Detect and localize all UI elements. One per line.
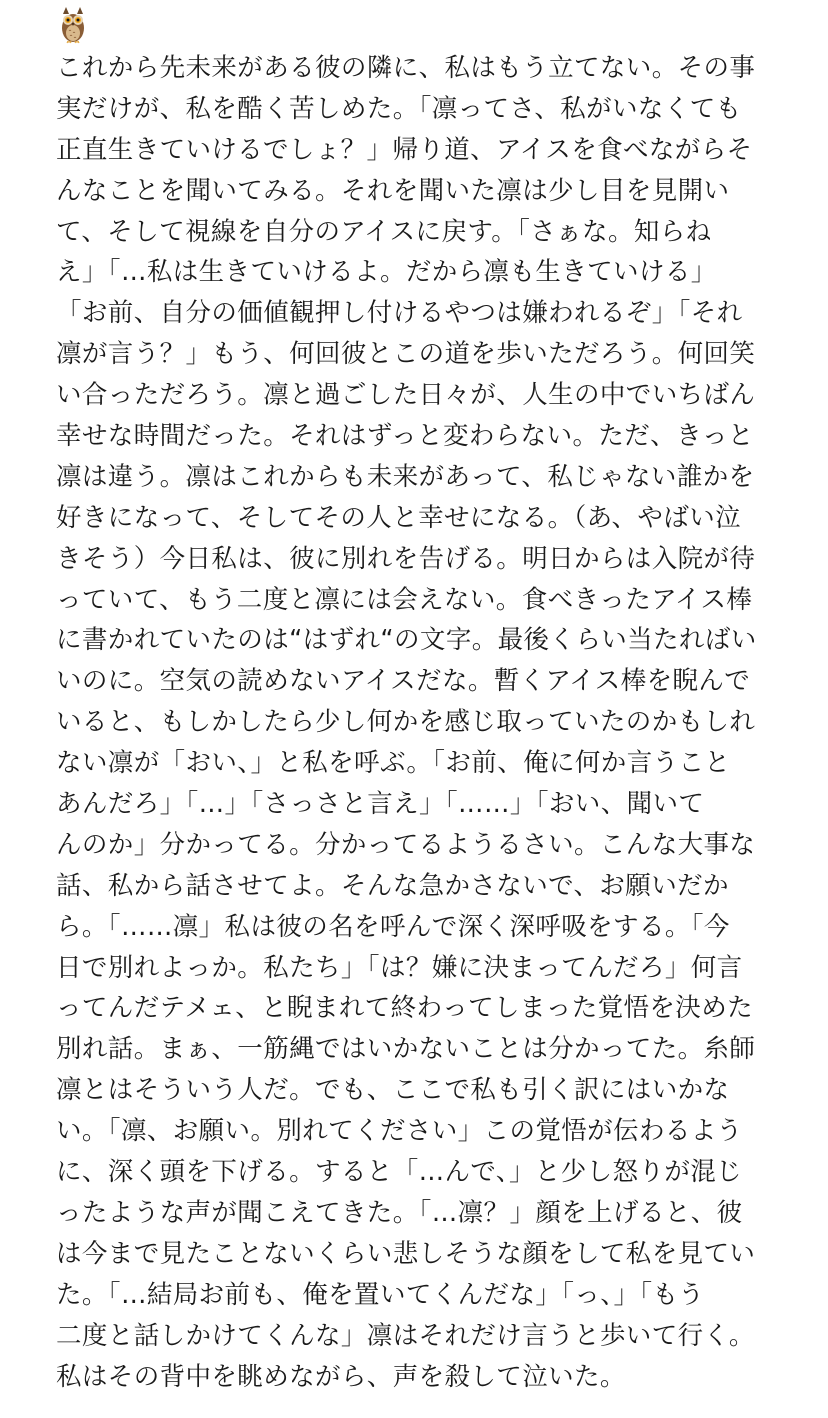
text-line-20: んのか」分かってる。分かってるようるさい。こんな大事な bbox=[56, 829, 756, 860]
text-line-6: え」「…私は生きていけるよ。だから凛も生きていける」 bbox=[56, 257, 717, 288]
text-line-17: いると、もしかしたら少し何かを感じ取っていたのかもしれ bbox=[56, 707, 756, 738]
text-line-23: 日で別れよっか。私たち」「は？嫌に決まってんだろ」何言 bbox=[56, 952, 743, 983]
text-line-14: っていて、もう二度と凛には会えない。食べきったアイス棒 bbox=[56, 584, 753, 615]
text-line-19: あんだろ」「…」「さっさと言え」「……」「おい、聞いて bbox=[56, 789, 705, 820]
text-line-31: た。「…結局お前も、俺を置いてくんだな」「っ、」「もう bbox=[56, 1279, 705, 1310]
text-line-24: ってんだテメェ、と睨まれて終わってしまった覚悟を決めた bbox=[56, 993, 754, 1024]
text-line-12: 好きになって、そしてその人と幸せになる。（あ、やばい泣 bbox=[56, 502, 742, 533]
text-line-2: 実だけが、私を酷く苦しめた。「凛ってさ、私がいなくても bbox=[56, 93, 742, 124]
text-line-10: 幸せな時間だった。それはずっと変わらない。ただ、きっと bbox=[56, 421, 754, 452]
text-line-21: 話、私から話させてよ。そんな急かさないで、お願いだか bbox=[56, 870, 729, 901]
text-line-27: い。「凛、お願い。別れてください」この覚悟が伝わるよう bbox=[56, 1116, 743, 1147]
text-line-22: ら。「……凛」私は彼の名を呼んで深く深呼吸をする。「今 bbox=[56, 911, 730, 942]
text-line-29: ったような声が聞こえてきた。「…凛？」顔を上げると、彼 bbox=[56, 1197, 743, 1228]
text-line-11: 凛は違う。凛はこれからも未来があって、私じゃない誰かを bbox=[56, 461, 755, 492]
text-line-33: 私はその背中を眺めながら、声を殺して泣いた。 bbox=[56, 1361, 626, 1392]
text-line-26: 凛とはそういう人だ。でも、ここで私も引く訳にはいかな bbox=[56, 1075, 730, 1106]
story-text bbox=[56, 48, 776, 1397]
text-line-4: んなことを聞いてみる。それを聞いた凛は少し目を見開い bbox=[56, 175, 730, 206]
text-line-25: 別れ話。まぁ、一筋縄ではいかないことは分かってた。糸師 bbox=[56, 1034, 756, 1065]
text-line-3: 正直生きていけるでしょ？」帰り道、アイスを食べながらそ bbox=[56, 134, 753, 165]
text-line-18: ない凛が「おい、」と私を呼ぶ。「お前、俺に何か言うこと bbox=[56, 748, 731, 779]
text-line-9: い合っただろう。凛と過ごした日々が、人生の中でいちばん bbox=[56, 380, 756, 411]
owl-icon bbox=[58, 6, 88, 44]
text-line-13: きそう）今日私は、彼に別れを告げる。明日からは入院が待 bbox=[56, 543, 756, 574]
text-line-28: に、深く頭を下げる。すると「…んで、」と少し怒りが混じ bbox=[56, 1157, 743, 1188]
text-line-30: は今まで見たことないくらい悲しそうな顔をして私を見てい bbox=[56, 1238, 756, 1269]
text-line-16: いのに。空気の読めないアイスだな。暫くアイス棒を睨んで bbox=[56, 666, 751, 697]
text-line-1: これから先未来がある彼の隣に、私はもう立てない。その事 bbox=[56, 53, 756, 83]
text-line-15: に書かれていたのは“はずれ“の文字。最後くらい当たればい bbox=[56, 625, 757, 656]
text-line-7: 「お前、自分の価値観押し付けるやつは嫌われるぞ」「それ bbox=[56, 298, 743, 329]
text-line-8: 凛が言う？」もう、何回彼とこの道を歩いただろう。何回笑 bbox=[56, 339, 756, 370]
text-line-5: て、そして視線を自分のアイスに戻す。「さぁな。知らね bbox=[56, 216, 712, 247]
text-line-32: 二度と話しかけてくんな」凛はそれだけ言うと歩いて行く。 bbox=[56, 1320, 755, 1351]
